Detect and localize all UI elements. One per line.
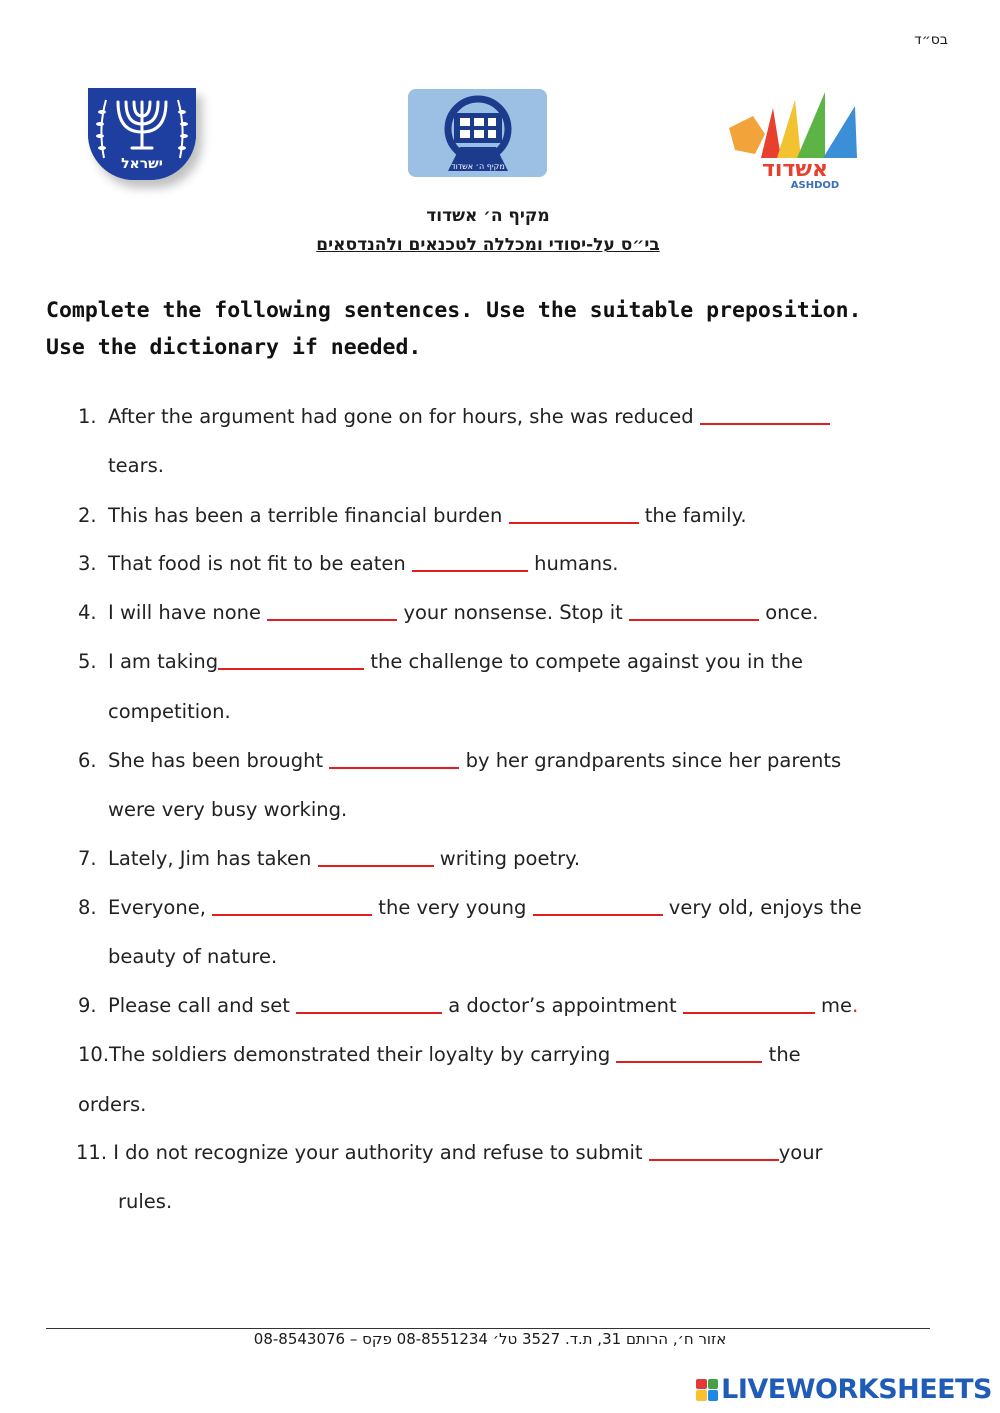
question-number: 5. [78, 650, 97, 673]
footer-divider [46, 1328, 930, 1329]
badge-square-blue [708, 1390, 719, 1401]
question-text: once. [759, 601, 819, 624]
question-text: writing poetry. [433, 847, 581, 870]
question-text: She has been brought [108, 749, 330, 772]
instructions-line-1: Complete the following sentences. Use the suitable preposition. [46, 298, 862, 323]
bsd-header: בס״ד [914, 32, 948, 48]
question-8-continued: beauty of nature. [108, 945, 278, 968]
question-9 [78, 994, 858, 1017]
answer-blank[interactable] [318, 863, 434, 867]
instructions-line-2: Use the dictionary if needed. [46, 335, 422, 360]
question-text: Lately, Jim has taken [108, 847, 318, 870]
question-text: very old, enjoys the [662, 896, 862, 919]
question-text: This has been a terrible financial burden [108, 504, 509, 527]
question-number: 2. [78, 504, 97, 527]
school-subtitle: בי״ס על-יסודי ומכללה לטכנאים ולהנדסאים [316, 235, 660, 255]
question-number: 1. [78, 405, 97, 428]
question-text: the [762, 1043, 801, 1066]
question-text: The soldiers demonstrated their loyalty by carrying [109, 1043, 617, 1066]
question-text: your [778, 1141, 823, 1164]
question-3 [78, 552, 618, 575]
question-text: I am taking [108, 650, 219, 673]
question-number: 6. [78, 749, 97, 772]
question-10 [78, 1043, 801, 1066]
answer-blank[interactable] [649, 1157, 779, 1161]
answer-blank[interactable] [218, 666, 364, 670]
question-text: by her grandparents since her parents [459, 749, 842, 772]
question-6-continued: were very busy working. [108, 798, 348, 821]
school-name: מקיף ה׳ אשדוד [426, 206, 550, 226]
question-text: I will have none [108, 601, 268, 624]
school-logo-text: מקיף ה׳ אשדוד [451, 162, 505, 171]
badge-square-green [708, 1379, 719, 1390]
question-number: 7. [78, 847, 97, 870]
question-number: 4. [78, 601, 97, 624]
question-1 [78, 405, 830, 428]
question-text: Everyone, [108, 896, 213, 919]
question-8 [78, 896, 862, 919]
question-7 [78, 847, 580, 870]
answer-blank[interactable] [533, 912, 663, 916]
answer-blank[interactable] [509, 520, 639, 524]
ashdod-logo-text: אשדוד [761, 157, 829, 182]
question-6 [78, 749, 841, 772]
question-number: 9. [78, 994, 97, 1017]
answer-blank[interactable] [616, 1059, 762, 1063]
red-period: . [852, 994, 859, 1017]
badge-square-yellow [696, 1390, 707, 1401]
liveworksheets-badge-icon [696, 1379, 718, 1401]
instructions [46, 292, 946, 366]
answer-blank[interactable] [296, 1010, 442, 1014]
question-number: 3. [78, 552, 97, 575]
question-text: That food is not fit to be eaten [108, 552, 412, 575]
answer-blank[interactable] [212, 912, 372, 916]
answer-blank[interactable] [329, 765, 459, 769]
question-text: the very young [372, 896, 533, 919]
question-text: a doctor’s appointment [442, 994, 683, 1017]
question-number: 11. [76, 1141, 108, 1164]
question-1-continued: tears. [108, 454, 164, 477]
question-11-continued: rules. [118, 1190, 173, 1213]
question-5-continued: competition. [108, 700, 231, 723]
school-logo [408, 89, 547, 177]
badge-square-red [696, 1379, 707, 1390]
question-text: After the argument had gone on for hours, she was reduced [108, 405, 700, 428]
emblem-text: ישראל [121, 156, 163, 172]
liveworksheets-text: LIVEWORKSHEETS [721, 1374, 992, 1405]
question-5 [78, 650, 803, 673]
answer-blank[interactable] [412, 568, 528, 572]
question-text: Please call and set [108, 994, 297, 1017]
question-text: me [814, 994, 853, 1017]
answer-blank[interactable] [629, 617, 759, 621]
question-text: the family. [638, 504, 747, 527]
footer-address: אזור ח׳, הרותם 31, ת.ד. 3527 טל׳ 08-8551234 פקס – 08-8543076 [253, 1330, 727, 1348]
ashdod-logo-subtext: ASHDOD [790, 180, 840, 190]
liveworksheets-watermark [696, 1374, 992, 1405]
answer-blank[interactable] [683, 1010, 815, 1014]
question-text: I do not recognize your authority and refuse to submit [107, 1141, 649, 1164]
ashdod-logo [725, 88, 860, 190]
question-4 [78, 601, 818, 624]
question-10-continued: orders. [78, 1093, 147, 1116]
question-text: humans. [527, 552, 619, 575]
answer-blank[interactable] [700, 421, 830, 425]
question-11 [76, 1141, 823, 1164]
answer-blank[interactable] [267, 617, 397, 621]
question-text: your nonsense. Stop it [397, 601, 630, 624]
question-number: 10. [78, 1043, 110, 1066]
question-text: the challenge to compete against you in the [364, 650, 804, 673]
question-2 [78, 504, 747, 527]
question-number: 8. [78, 896, 97, 919]
israel-emblem-logo [88, 88, 196, 180]
